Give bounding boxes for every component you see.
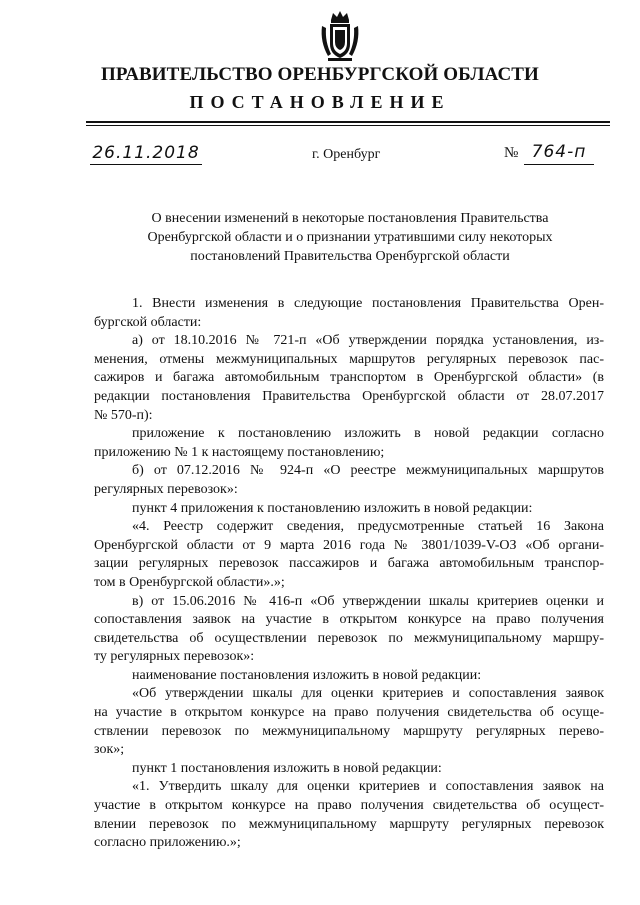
body-line: наименование постановления изложить в новой редакции: — [132, 667, 482, 683]
body-paragraph — [94, 500, 604, 519]
body-line: «1. Утвердить шкалу для оценки критериев и сопоставления заявок на — [132, 779, 604, 795]
title-line: Оренбургской области и о признании утратившими силу некоторых — [147, 230, 553, 245]
header-rule-thin — [86, 125, 610, 126]
body-line: пункт 1 постановления изложить в новой редакции: — [132, 760, 442, 776]
body-line: «4. Реестр содержит сведения, предусмотренные статьей 16 Закона — [132, 519, 604, 535]
document-number: 764-п — [531, 142, 587, 162]
body-paragraph — [94, 593, 604, 667]
date-underline — [90, 164, 202, 165]
body-line: 1. Внести изменения в следующие постановления Правительства Орен- — [132, 296, 604, 311]
body-line: зации регулярных перевозок пассажиров и багажа автомобильным транспор- — [94, 556, 604, 572]
body-line: регулярных перевозок»: — [94, 481, 238, 497]
body-line: зок»; — [94, 742, 125, 758]
body-line: ту регулярных перевозок»: — [94, 649, 255, 665]
body-paragraph — [94, 518, 604, 592]
document-title — [100, 209, 600, 266]
body-line: влении перевозок по межмуниципальному маршруту регулярных перевозок — [94, 816, 604, 832]
body-line: редакции постановления Правительства Оренбургской области от 28.07.2017 — [94, 388, 604, 404]
body-paragraph — [94, 685, 604, 759]
body-line: Оренбургской области от 9 марта 2016 года № 3801/1039-V-ОЗ «Об органи- — [94, 537, 604, 553]
body-paragraph — [94, 425, 604, 462]
body-line: свидетельства об осуществлении перевозок по межмуниципальному маршру- — [94, 630, 604, 646]
body-paragraph — [94, 760, 604, 779]
body-paragraph — [94, 462, 604, 499]
body-line: согласно приложению.»; — [94, 835, 241, 851]
document-type: ПОСТАНОВЛЕНИЕ — [189, 92, 451, 112]
body-line: сажиров и багажа автомобильным транспортом в Оренбургской области» (в — [94, 370, 604, 386]
body-line: участие в открытом конкурсе на право получения свидетельства об осущест- — [94, 798, 604, 814]
title-line: О внесении изменений в некоторые постановления Правительства — [151, 211, 549, 226]
body-paragraph — [94, 778, 604, 852]
body-line: менения, отмены межмуниципальных маршрутов регулярных перевозок пас- — [94, 351, 604, 367]
body-paragraph — [94, 332, 604, 425]
organization-name: ПРАВИТЕЛЬСТВО ОРЕНБУРГСКОЙ ОБЛАСТИ — [101, 64, 539, 85]
number-underline — [524, 164, 594, 165]
body-line: а) от 18.10.2016 № 721-п «Об утверждении порядка установления, из- — [132, 333, 604, 349]
body-paragraph — [94, 295, 604, 332]
body-line: том в Оренбургской области».»; — [94, 574, 285, 590]
document-body — [94, 295, 604, 853]
orenburg-coat-of-arms-icon — [318, 8, 362, 64]
number-sign: № — [504, 145, 519, 161]
document-date: 26.11.2018 — [92, 143, 200, 163]
body-line: № 570-п): — [94, 407, 153, 423]
body-line: в) от 15.06.2016 № 416-п «Об утверждении шкалы критериев оценки и — [132, 593, 604, 609]
body-line: приложению № 1 к настоящему постановлению; — [94, 444, 385, 460]
body-line: сопоставления заявок на участие в открытом конкурсе на право получения — [94, 612, 604, 628]
body-paragraph — [94, 667, 604, 686]
title-line: постановлений Правительства Оренбургской области — [190, 249, 510, 264]
body-line: «Об утверждении шкалы для оценки критериев и сопоставления заявок — [132, 686, 604, 702]
body-line: бургской области: — [94, 314, 202, 330]
body-line: пункт 4 приложения к постановлению изложить в новой редакции: — [132, 500, 533, 516]
body-line: б) от 07.12.2016 № 924-п «О реестре межмуниципальных маршрутов — [132, 463, 604, 479]
document-city: г. Оренбург — [312, 147, 381, 162]
body-line: ствлении перевозок по межмуниципальному маршруту регулярных перево- — [94, 723, 604, 739]
body-line: приложение к постановлению изложить в новой редакции согласно — [132, 426, 604, 442]
body-line: на участие в открытом конкурсе на право получения свидетельства об осуще- — [94, 705, 604, 721]
header-rule-thick — [86, 121, 610, 123]
